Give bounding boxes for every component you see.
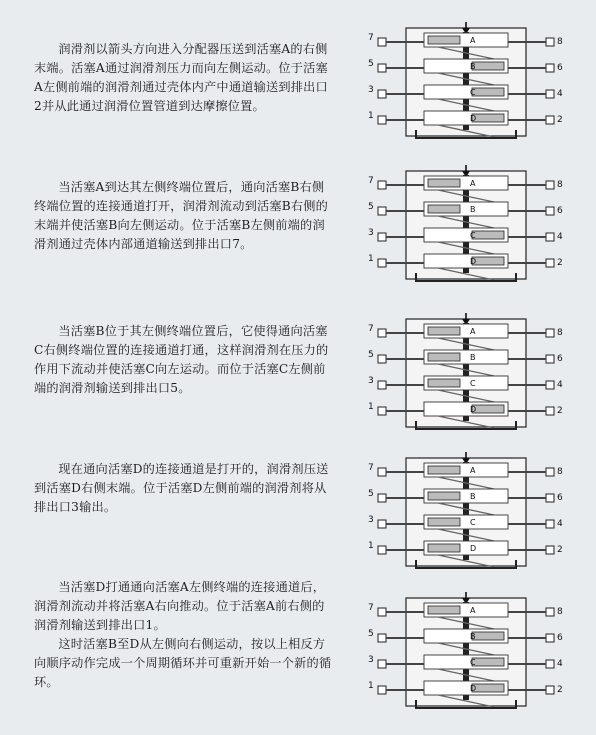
piston bbox=[428, 466, 460, 474]
outlet-port bbox=[378, 546, 386, 554]
port-number: 1 bbox=[368, 254, 374, 264]
port-number: 1 bbox=[368, 541, 374, 551]
outlet-port bbox=[378, 634, 386, 642]
port-number: 7 bbox=[368, 463, 374, 473]
piston-label: B bbox=[470, 205, 476, 214]
step-1-diagram bbox=[366, 22, 566, 142]
step-1-paragraph: 润滑剂以箭头方向进入分配器压送到活塞A的右侧末端。活塞A通过润滑剂压力而向左侧运动。位于活塞A左侧前端的润滑剂通过壳体内产中通道输送到排出口2并从此通过润滑位置管道到达摩擦位置。 bbox=[34, 42, 328, 113]
piston-label: C bbox=[470, 88, 476, 97]
outlet-port bbox=[546, 468, 554, 476]
outlet-port bbox=[378, 38, 386, 46]
outlet-port bbox=[378, 494, 386, 502]
distributor-diagram-2 bbox=[366, 165, 566, 285]
step-5-paragraph: 当活塞D打通通向活塞A左侧终端的连接通道后，润滑剂流动并将活塞A右向推动。位于活塞A前右侧的润滑剂输送到排出口1。 bbox=[34, 580, 326, 632]
outlet-port bbox=[546, 329, 554, 337]
outlet-port bbox=[546, 634, 554, 642]
outlet-port bbox=[546, 38, 554, 46]
step-4-paragraph: 现在通向活塞D的连接通道是打开的，润滑剂压送到活塞D右侧末端。位于活塞D左侧前端的润滑剂将从排出口3输出。 bbox=[34, 462, 329, 514]
port-number: 6 bbox=[557, 633, 563, 643]
port-number: 4 bbox=[557, 232, 563, 242]
piston-label: C bbox=[470, 231, 476, 240]
port-number: 5 bbox=[368, 202, 374, 212]
outlet-port bbox=[546, 381, 554, 389]
piston-label: C bbox=[470, 518, 476, 527]
piston bbox=[472, 88, 504, 96]
port-number: 2 bbox=[557, 685, 563, 695]
step-4-text bbox=[34, 460, 334, 517]
piston-label: A bbox=[470, 179, 476, 188]
outlet-port bbox=[546, 407, 554, 415]
step-4-diagram bbox=[366, 452, 566, 572]
port-number: 4 bbox=[557, 659, 563, 669]
step-2-diagram bbox=[366, 165, 566, 285]
piston-label: A bbox=[470, 466, 476, 475]
piston bbox=[472, 62, 504, 70]
piston-label: A bbox=[470, 606, 476, 615]
piston-label: A bbox=[470, 327, 476, 336]
port-number: 4 bbox=[557, 519, 563, 529]
port-number: 8 bbox=[557, 180, 563, 190]
piston-label: C bbox=[470, 379, 476, 388]
step-5-text bbox=[34, 578, 334, 692]
step-3-text bbox=[34, 322, 334, 398]
outlet-port bbox=[378, 329, 386, 337]
piston-label: D bbox=[470, 405, 477, 414]
port-number: 3 bbox=[368, 85, 374, 95]
port-number: 4 bbox=[557, 89, 563, 99]
port-number: 7 bbox=[368, 324, 374, 334]
piston-label: D bbox=[470, 684, 477, 693]
outlet-port bbox=[378, 686, 386, 694]
outlet-port bbox=[378, 660, 386, 668]
port-number: 6 bbox=[557, 354, 563, 364]
piston bbox=[472, 658, 504, 666]
port-number: 2 bbox=[557, 115, 563, 125]
outlet-port bbox=[378, 259, 386, 267]
step-3-diagram bbox=[366, 313, 566, 433]
outlet-port bbox=[546, 233, 554, 241]
port-number: 6 bbox=[557, 63, 563, 73]
piston bbox=[428, 327, 460, 335]
outlet-port bbox=[378, 355, 386, 363]
outlet-port bbox=[546, 259, 554, 267]
outlet-port bbox=[378, 468, 386, 476]
outlet-port bbox=[546, 207, 554, 215]
port-number: 4 bbox=[557, 380, 563, 390]
port-number: 5 bbox=[368, 629, 374, 639]
piston bbox=[428, 544, 460, 552]
outlet-port bbox=[378, 207, 386, 215]
piston bbox=[472, 684, 504, 692]
outlet-port bbox=[378, 64, 386, 72]
piston bbox=[428, 606, 460, 614]
piston bbox=[428, 205, 460, 213]
piston-label: B bbox=[470, 492, 476, 501]
port-number: 8 bbox=[557, 467, 563, 477]
distributor-diagram-4 bbox=[366, 452, 566, 572]
outlet-port bbox=[378, 381, 386, 389]
outlet-port bbox=[546, 520, 554, 528]
port-number: 1 bbox=[368, 681, 374, 691]
piston-label: D bbox=[470, 544, 477, 553]
piston bbox=[472, 114, 504, 122]
outlet-port bbox=[378, 116, 386, 124]
piston-label: A bbox=[470, 36, 476, 45]
port-number: 3 bbox=[368, 655, 374, 665]
port-number: 6 bbox=[557, 493, 563, 503]
distributor-diagram-5 bbox=[366, 592, 566, 712]
piston bbox=[428, 379, 460, 387]
outlet-port bbox=[378, 90, 386, 98]
piston bbox=[472, 257, 504, 265]
outlet-port bbox=[546, 355, 554, 363]
distributor-diagram-1 bbox=[366, 22, 566, 142]
outlet-port bbox=[378, 407, 386, 415]
port-number: 8 bbox=[557, 607, 563, 617]
outlet-port bbox=[546, 90, 554, 98]
step-5-diagram bbox=[366, 592, 566, 712]
port-number: 8 bbox=[557, 328, 563, 338]
port-number: 1 bbox=[368, 111, 374, 121]
piston-label: B bbox=[470, 632, 476, 641]
piston bbox=[428, 179, 460, 187]
piston bbox=[428, 36, 460, 44]
port-number: 1 bbox=[368, 402, 374, 412]
port-number: 5 bbox=[368, 59, 374, 69]
port-number: 3 bbox=[368, 515, 374, 525]
port-number: 2 bbox=[557, 258, 563, 268]
port-number: 3 bbox=[368, 376, 374, 386]
outlet-port bbox=[546, 608, 554, 616]
distributor-diagram-3 bbox=[366, 313, 566, 433]
step-3-paragraph: 当活塞B位于其左侧终端位置后，它使得通向活塞C右侧终端位置的连接通道打通，这样润滑剂在压力的作用下流动并使活塞C向左运动。而位于活塞C左侧前端的润滑剂输送到排出口5。 bbox=[34, 324, 329, 395]
outlet-port bbox=[546, 181, 554, 189]
port-number: 2 bbox=[557, 545, 563, 555]
step-2-text bbox=[34, 178, 334, 254]
outlet-port bbox=[378, 608, 386, 616]
port-number: 2 bbox=[557, 406, 563, 416]
port-number: 7 bbox=[368, 603, 374, 613]
step-1-text bbox=[34, 40, 334, 116]
outlet-port bbox=[378, 233, 386, 241]
step-5-paragraph-2: 这时活塞B至D从左侧向右侧运动，按以上相反方向顺序动作完成一个周期循环并可重新开始一个新的循环。 bbox=[34, 637, 332, 689]
piston-label: C bbox=[470, 658, 476, 667]
port-number: 5 bbox=[368, 350, 374, 360]
step-2-paragraph: 当活塞A到达其左侧终端位置后，通向活塞B右侧终端位置的连接通道打开，润滑剂流动到活塞B右侧的末端并使活塞B向左侧运动。位于活塞B左侧前端的润滑剂通过壳体内部通道输送到排出口7。 bbox=[34, 180, 329, 251]
outlet-port bbox=[378, 181, 386, 189]
port-number: 5 bbox=[368, 489, 374, 499]
piston bbox=[428, 353, 460, 361]
piston bbox=[428, 492, 460, 500]
piston-label: D bbox=[470, 257, 477, 266]
outlet-port bbox=[546, 116, 554, 124]
outlet-port bbox=[546, 686, 554, 694]
port-number: 7 bbox=[368, 176, 374, 186]
piston-label: B bbox=[470, 353, 476, 362]
piston bbox=[472, 405, 504, 413]
port-number: 6 bbox=[557, 206, 563, 216]
outlet-port bbox=[546, 660, 554, 668]
outlet-port bbox=[546, 546, 554, 554]
port-number: 3 bbox=[368, 228, 374, 238]
outlet-port bbox=[378, 520, 386, 528]
piston bbox=[428, 518, 460, 526]
port-number: 7 bbox=[368, 33, 374, 43]
piston-label: D bbox=[470, 114, 477, 123]
piston-label: B bbox=[470, 62, 476, 71]
outlet-port bbox=[546, 494, 554, 502]
piston bbox=[472, 632, 504, 640]
outlet-port bbox=[546, 64, 554, 72]
piston bbox=[472, 231, 504, 239]
port-number: 8 bbox=[557, 37, 563, 47]
